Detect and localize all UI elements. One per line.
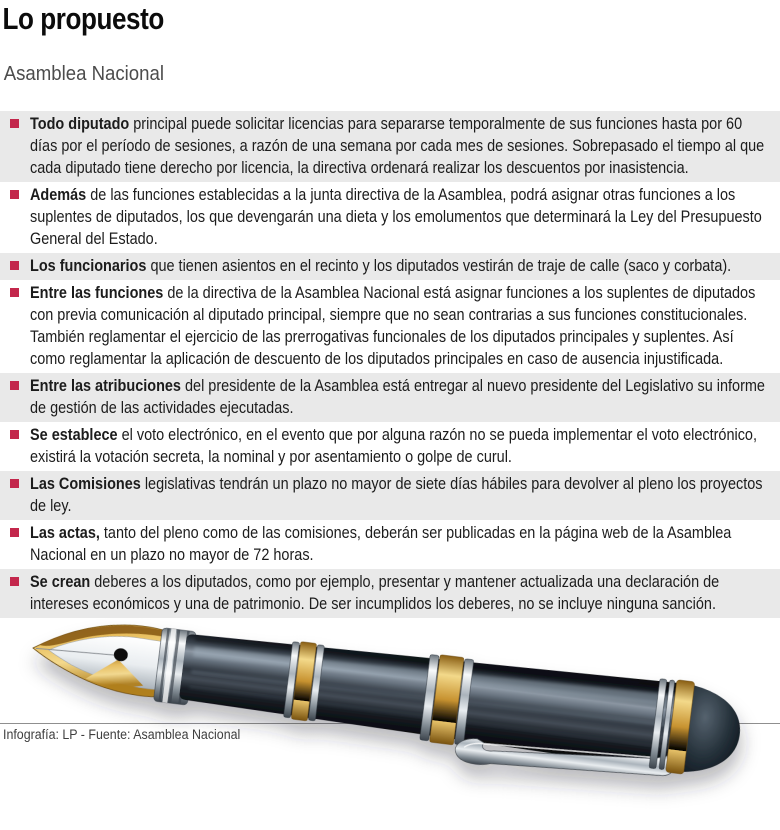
item-lead: Se crean: [30, 572, 91, 591]
pen-nib-icon: [29, 613, 168, 698]
page-title: Lo propuesto: [2, 1, 164, 36]
list-item: [0, 471, 780, 520]
bullet-square-icon: [10, 261, 19, 270]
credit-line: Infografía: LP - Fuente: Asamblea Nacional: [3, 727, 241, 742]
item-lead: Los funcionarios: [30, 256, 147, 275]
item-lead: Se establece: [30, 425, 118, 444]
bullet-square-icon: [10, 577, 19, 586]
fountain-pen-illustration: [0, 596, 780, 830]
item-lead: Todo diputado: [30, 114, 130, 133]
item-text: legislativas tendrán un plazo no mayor de siete días hábiles para devolver al pleno los proyectos de ley.: [30, 474, 763, 515]
item-lead: Además: [30, 185, 87, 204]
item-text: de la directiva de la Asamblea Nacional está asignar funciones a los suplentes de diputados con previa comunicación al diputado principal, siempre que no sean contrarias a sus funciones constitucionales. También reglamentar el ejercicio de las prerrogativas funcionales de los diputados principales y suplentes. Así como reglamentar la aplicación de descuento de los diputados principales en caso de ausencia injustificada.: [30, 283, 756, 368]
list-item: [0, 373, 780, 422]
item-text: principal puede solicitar licencias para separarse temporalmente de sus funciones hasta por 60 días por el período de sesiones, a razón de una semana por cada mes de sesiones. Sobrepasado el tiempo al que cada diputado tiene derecho por licencia, la directiva ordenará realizar los descuentos por inasistencia.: [30, 114, 765, 177]
list-item: [0, 111, 780, 182]
page-subtitle: Asamblea Nacional: [3, 63, 164, 85]
bullet-square-icon: [10, 119, 19, 128]
bullet-square-icon: [10, 381, 19, 390]
item-text: el voto electrónico, en el evento que por alguna razón no se pueda implementar el voto electrónico, existirá la votación secreta, la nominal y por asentamiento o golpe de curul.: [30, 425, 757, 466]
bullet-square-icon: [10, 430, 19, 439]
item-lead: Entre las atribuciones: [30, 376, 181, 395]
list-item: [0, 182, 780, 253]
bullet-square-icon: [10, 190, 19, 199]
item-text: del presidente de la Asamblea está entregar al nuevo presidente del Legislativo su informe de gestión de las actividades ejecutadas.: [30, 376, 765, 417]
item-text: tanto del pleno como de las comisiones, deberán ser publicadas en la página web de la Asamblea Nacional en un plazo no mayor de 72 horas.: [30, 523, 732, 564]
list-item: [0, 280, 780, 373]
bullet-square-icon: [10, 479, 19, 488]
item-text: deberes a los diputados, como por ejemplo, presentar y mantener actualizada una declaración de intereses económicos y una de patrimonio. De ser incumplidos los deberes, no se incluye ninguna sanción.: [30, 572, 720, 613]
list-item: [0, 520, 780, 569]
item-lead: Entre las funciones: [30, 283, 164, 302]
item-text: de las funciones establecidas a la junta directiva de la Asamblea, podrá asignar otras funciones a los suplentes de diputados, los que devengarán una dieta y los emolumentos que determinará la Ley del Presupuesto General del Estado.: [30, 185, 762, 248]
bullet-square-icon: [10, 528, 19, 537]
proposal-list: [0, 111, 780, 618]
list-item: [0, 422, 780, 471]
item-lead: Las Comisiones: [30, 474, 141, 493]
list-item: [0, 253, 780, 280]
bullet-square-icon: [10, 288, 19, 297]
item-text: que tienen asientos en el recinto y los diputados vestirán de traje de calle (saco y corbata).: [146, 256, 732, 275]
item-lead: Las actas,: [30, 523, 100, 542]
